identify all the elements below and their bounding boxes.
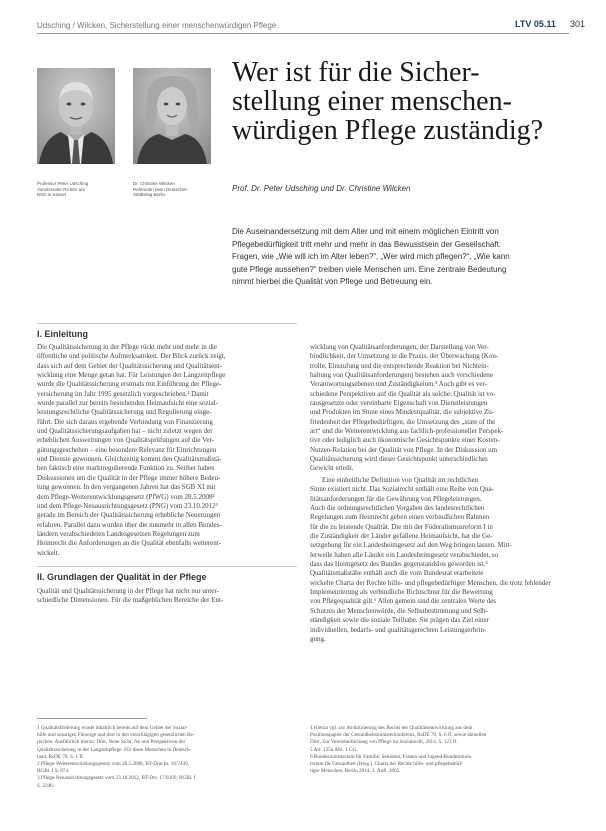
footnote-line: Dörr, Zur Vereinheitlichung von Pflege im Sozialrecht, 2014, S. 123 ff. [310,739,458,746]
body-line: Diskussionen um die Qualität in der Pflege immer höhere Bedeu- [37,473,221,482]
article-authors: Prof. Dr. Peter Udsching und Dr. Christine Wilcken [232,184,411,193]
caption-line: Professor Peter Udsching [37,181,89,186]
title-line: stellung einer menschen- [232,86,512,117]
body-line: Implementierung als verbindliche Richtschnur für die Bewertung [310,588,493,597]
left-column-body-2 [37,587,298,606]
body-line: wurde die Qualitätssicherung erstmals mit Einführung der Pflege- [37,380,222,389]
lead-line: gute Pflege aussehen?“ treiben viele Menschen um. Eine zentrale Bedeutung [232,264,507,274]
body-line: öffentliche und politische Aufmerksamkeit. Der Blick zurück zeigt, [37,352,226,361]
body-line: und Qualitätssicherungsaufgaben hat – nicht zuletzt wegen der [37,427,213,436]
body-line: tive oder lediglich auch ökonomische Gesichtspunkte einer Kosten- [310,436,500,445]
body-line: individuellen, bedarfs- und qualitätsgerechten Leistungserbrin- [310,625,487,634]
footnote-line: S. 2246. [37,782,55,789]
body-line: erfahren. Parallel dazu wurden über die nunmehr in allen Bundes- [37,520,222,529]
footnote-line: hilfe und sonstigen Fürsorge und dort in den einschlägigen gesetzlichen Be- [37,732,195,739]
body-line: dem Pflege-Weiterentwicklungsgesetz (PfWG) vom 28.5.2008² [37,492,215,501]
left-column-body-1 [37,343,298,558]
title-line: würdigen Pflege zuständig? [232,115,544,146]
lead-line: Die Auseinandersetzung mit dem Alter und mit einem möglichen Eintritt von [232,227,499,236]
body-line: führt. Die sich daraus ergebende Verbindung von Finanzierung [37,417,213,426]
caption-line: Vorsitzender Richter am [37,186,86,192]
caption-line: Dr. Christine Wilcken [133,181,175,186]
body-line: wickelte Charta der Rechte hilfe- und pflegebedürftiger Menschen, die trotz fehlender [310,578,551,587]
body-line: Regelungen zum Heimrecht geben einen verbindlichen Rahmen [310,513,490,522]
footnote-line: 2 Pflege-Weiterentwicklungsgesetz vom 28.5.2008, BT-Drucks. 16/7439, [37,760,190,767]
header-rule [37,33,569,34]
page-number: 301 [570,19,586,29]
body-line: wicklung eine Menge getan hat. Für Leistungen der Langzeitpflege [37,371,226,380]
running-header [37,18,586,34]
footnotes-left [37,725,295,790]
body-line: und Dienste gewonnen. Gleichzeitig kommt den Qualitätsmaßstä- [37,455,222,464]
section-rule [37,566,297,567]
caption-line: Städtetag Berlin [133,192,166,197]
body-line: Schutzes der Menschenwürde, die Selbstbestimmung und Selb- [310,606,488,615]
body-line: bindlichkeit, der Umsetzung in die Praxis, der Überwachung (Kon- [310,352,499,361]
body-line: tung gewonnen. In den vergangenen Jahren hat das SGB XI mit [37,483,216,492]
body-line: gütungsgeschehen – eine besondere Relevanz für Einrichtungen [37,445,217,454]
body-line: Eine einheitliche Definition von Qualität im rechtlichen [322,476,479,484]
photo-caption-udsching [37,181,117,198]
section-rule [37,323,297,324]
body-line: ben faktisch eine marktregulierende Funktion zu. Seither haben [37,464,215,473]
body-line: die Zuständigkeit der Länder gefallene Heimaufsicht, hat die Ge- [310,532,493,541]
footnote-line: 3 Pflege-Neuausrichtungsgesetz vom 23.10.2012, BT-Drs. 17/9369, BGBl. I [37,775,196,782]
footnote-line: tiger Menschen, Berlin 2014, 1. Aufl. 2005. [310,768,401,775]
body-line: wicklung von Qualitätsanforderungen, der Darstellung von Ver- [310,343,489,351]
body-line: dass das Heimgesetz des Bundes gegenstandslos geworden ist.⁵ [310,560,488,569]
photo-caption-wilcken [133,181,213,198]
body-line: Sinne existiert nicht. Das Sozialrecht enthält eine Reihe von Qua- [310,485,494,494]
body-line: erheblichen Ausweitungen von Qualitätsprüfungen auf die Ver- [37,436,215,445]
body-line: gung. [310,634,326,643]
journal-name: LTV 05.11 [515,19,556,29]
body-line: gerade im Bereich der Qualitätssicherung erhebliche Neuerungen [37,511,221,520]
author-photo-wilcken [133,68,211,164]
body-line: ländern verabschiedeten Landesgesetzen Regelungen zum [37,529,200,538]
right-column-body-1 [310,343,569,474]
footnote-line: 1 Qualitätsförderung wurde inhaltlich bereits auf dem Gebiet der Sozial- [37,725,188,731]
footnote-line: terium für Gesundheit (Hrsg.), Charta der Rechte hilfe- und pflegebedürf- [310,760,464,767]
footnote-line: 6 Bundesministerium für Familie, Senioren, Frauen und Jugend/Bundesminis- [310,753,473,760]
footnote-rule [37,718,147,719]
section-heading-grundlagen: II. Grundlagen der Qualität in der Pflege [37,572,207,582]
footnote-line: Qualitätssicherung in der Langzeitpflege. Für diese Menschen in Deutsch- [37,746,192,753]
lead-line: nimmt hierbei die Qualität von Pflege und Betreuung ein. [232,277,433,286]
body-line: Gewicht erteilt. [310,464,354,473]
body-line: friedenheit der Pflegebedürftigen, die Umsetzung des „state of the [310,417,496,426]
body-line: wurde parallel zur bereits bestehenden Heimaufsicht eine sozial- [37,399,218,408]
right-column-body-2 [310,476,569,644]
section-heading-einleitung: I. Einleitung [37,329,88,339]
body-line: für die zu leistende Qualität. Die mit der Föderalismusreform I in [310,522,493,531]
article-title [232,58,572,145]
footnote-line: 4 Hierzu vgl. zur Strukturierung des Rechts der Qualitätsentwicklung aus dem [310,725,473,731]
body-line: schiedliche Dimensionen. Für die maßgeblichen Bereiche der Ent- [37,596,224,605]
body-line: Heimrecht die Anforderungen an die Qualität ebenfalls weiterent- [37,539,222,548]
body-line: leistungsrechtliche Qualitätssicherung und Regulierung einge- [37,408,212,417]
body-line: Nutzen-Relation bei der Qualität von Pflege. In der Diskussion um [310,445,498,454]
body-line: versicherung im Jahr 1995 gesetzlich vorgeschrieben.¹ Damit [37,389,209,398]
footnote-line: BGBl. I S. 874. [37,768,70,775]
footnotes-right [310,725,569,775]
title-line: Wer ist für die Sicher- [232,57,480,88]
body-line: litätsanforderungen für die Gewährung von Pflegeleistungen. [310,494,482,503]
author-photo-udsching [37,68,115,164]
body-line: von Pflegequalität gilt.⁶ Allen gemein sind die zentralen Werte des [310,597,497,606]
running-header-title: Udsching / Wilcken, Sicherstellung einer menschenwürdigen Pflege [37,21,277,30]
body-line: art“ und die Weiterentwicklung aus fachlich-professioneller Perspek- [310,427,504,436]
article-lead [232,226,566,289]
body-line: rausgesetzte oder vereinbarte Eigenschaft von Dienstleistungen [310,399,488,408]
caption-line: BSG in Kassel [37,192,67,197]
caption-line: Referentin beim Deutschen [133,186,188,192]
lead-line: Fragen, wie „Wie will ich im Alter leben?“, „Wer wird mich pflegen?“, „Wie kann [232,252,510,261]
body-line: Qualität und Qualitätssicherung in der Pflege hat nicht nur unter- [37,587,220,595]
body-line: dass sich auf dem Gebiet der Qualitätssicherung und Qualitätsent- [37,361,223,370]
footnote-line: 5 Art. 125a Abs. 1 GG. [310,746,358,753]
body-line: wickelt. [37,548,60,557]
footnote-line: reichen. Ausführlich hierzu: Dörr, Neue Sicht, Ne und Perspektiven der [37,739,186,746]
body-line: lerweile haben alle Länder ein Landesheimgesetz verabschiedet, so [310,550,499,559]
body-line: Qualitätssicherung wird dieser Gesichtspunkt unterschiedliches [310,455,488,464]
body-line: schiedene Perspektiven auf die Qualität als solche: Qualität ist vo- [310,389,496,398]
body-line: Die Qualitätssicherung in der Pflege rückt mehr und mehr in die [37,343,218,351]
footnote-line: land, RsDE 70, S. 1 ff. [37,753,85,760]
body-line: trolle, Einstufung und die entsprechende Reaktion bei Nichtein- [310,361,489,370]
body-line: ständigkeit sowie die soziale Teilhabe. Sie prägen das Ziel einer [310,616,489,625]
lead-line: Pflegebedürftigkeit tritt mehr und mehr in das Bewusstsein der Gesellschaft. [232,239,502,249]
body-line: Qualitätsmaßstäbe enthält auch die vom Bundesrat erarbeitete [310,569,484,578]
body-line: setzgebung für ein Landesheimgesetz auf den Weg bringen lassen. Mitt- [310,541,512,550]
body-line: und Produkten im Sinne eines Mindestqualität, die subjektive Zu- [310,408,495,417]
body-line: haltung von Qualitätsanforderungen) bestehen auch verschiedene [310,371,493,380]
body-line: Auch die ordnungsrechtlichen Vorgaben des landesrechtlichen [310,504,485,513]
body-line: und dem Pflege-Neuausrichtungsgesetz (PNG) vom 23.10.2012³ [37,501,218,510]
footnote-line: Positionspapier der Gesundheitsministerkonferenz, RsDE 70, S. 6 ff. sowie aktuellen [310,732,487,739]
body-line: Verantwortungsebenen und Zuständigkeiten.⁴ Auch gibt es ver- [310,380,488,389]
